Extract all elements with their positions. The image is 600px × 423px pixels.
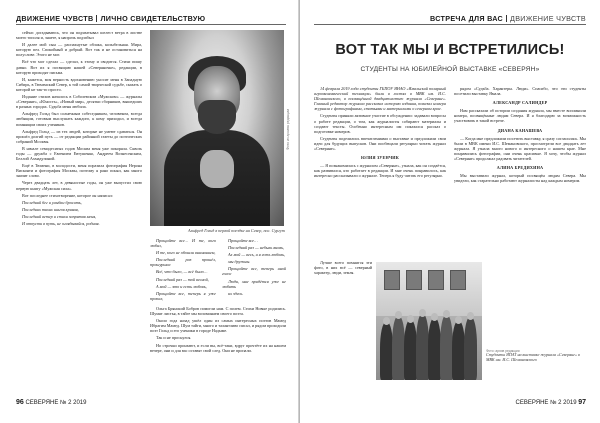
right-section-part2: ДВИЖЕНИЕ ЧУВСТВ: [510, 14, 586, 23]
right-issue-label: СЕВЕРЯНЕ № 2 2019: [515, 400, 577, 406]
left-issue-label: СЕВЕРЯНЕ № 2 2019: [25, 400, 87, 406]
left-poem-column-2: [150, 238, 216, 302]
face: [431, 313, 438, 321]
poem-line: Последний ветер и стихи запрятав меня,: [22, 213, 97, 219]
right-header-rule: [314, 24, 586, 25]
right-page-number: 97: [578, 399, 586, 406]
paragraph: Альфред Гольд — из тех людей, которые не умеют сдаваться. Он прошёл долгий путь — от редакции районной газеты до поэтических собраний Москвы.: [16, 128, 142, 144]
poem-line: А мой — это и есть любовь,: [156, 283, 207, 289]
right-section-part1: ВСТРЕЧА ДЛЯ ВАС: [430, 14, 504, 23]
paragraph: Студенты приняли активное участие в обсуждении: задавали вопросы о работе редакции, о том, как журналисты собирают материалы и создают тексты. Особенно интересным им показался рассказ о подготовке номеров.: [314, 113, 446, 134]
lead-paragraph: 14 февраля 2019 года студенты ГБПОУ ЯНАО «Ямальский полярный агроэкономический техникум» были в гостях в МВК им. И.С. Шемановского, в посвящённой двадцатилетию журнала «Северяне». Главный редактор журнала рассказал историю издания, показал номера журнала с фотографиями, статьями и материалами о северном крае.: [314, 86, 446, 112]
paragraph: Но строчки пронзают, и если вы, всё-таки, вдруг прочтёте их на нашем вечере, они и для вас оставят свой след. Они не пропали.: [150, 342, 286, 353]
paragraph: — Я познакомилась с журналом «Северяне», узнала, как он создаётся, как развивался, кто работает в редакции. И мне очень понравилось, как интересно рассказывали о журнале. Теперь я буду читать его регулярно.: [314, 163, 446, 179]
section-divider: [506, 15, 507, 22]
interview-heading: ЮЛИЯ ЗУЕНЧИК: [361, 155, 399, 161]
paragraph: Издание стихов началось в Соболевском «Мужском» — журналы «Северяне», «Юность», «Новый мир», десятки сборников, вышедших в разных городах. Судьба меня любила.: [16, 94, 142, 110]
paragraph: Лучше всего помнятся эти фото, в них всё — северный характер, люди, земля.: [314, 260, 372, 276]
poem-line: Последний бег и улыбки бросить,: [22, 199, 82, 205]
group-photo-caption: Студенты ЯПАТ на выставке журнала «Северяне» в МВК им. И.С. Шемановского: [486, 352, 580, 362]
right-article-column-2: [454, 86, 586, 286]
poem-line: Последних тихих шагов кривая,: [22, 206, 79, 212]
left-page-number: 96: [16, 399, 24, 406]
poem-line: Прощайте все… И те, кого любил,: [150, 238, 216, 249]
right-photo-credit: Фото: архив редакции: [486, 349, 520, 353]
person: [464, 317, 477, 380]
interview-heading: АЛЕКСАНДР САЛИНДЕР: [492, 100, 548, 106]
paragraph: Студенты поделились впечатлениями о выставке и предложили свои идеи для будущих выпусков. Они пообещали регулярно читать журнал «Северяне».: [314, 135, 446, 152]
face: [407, 315, 414, 323]
left-poem-column-3: [222, 238, 286, 302]
paragraph: Вот последнее стихотворение, которое он написал:: [22, 192, 114, 198]
poem-line: И те, кого не обошли вниманием,: [156, 250, 216, 256]
wall-frame: [428, 270, 444, 290]
paragraph: И, кажется, моя верность вдохновению уносит меня в Западную Сибирь, в Тюменский Север, к той самой творческой судьбе, сказать о которой не так-то просто.: [16, 76, 142, 92]
interview-heading: ДИАНА КАНАШЕВА: [497, 127, 543, 133]
paragraph: Через двадцать лет, в девяностые годы, он уже выпустил свою первую книгу «Мужская сила».: [16, 180, 142, 191]
face: [467, 312, 474, 320]
paragraph: Всё что мог сделал — сделал, к этому и сводится. Стихи пишу давно. Вот их я посвящаю нашей «Северяночке», редакции, в которую приходят письма.: [16, 59, 142, 75]
left-section-header: [16, 14, 205, 23]
paragraph: Мы выставили журнал, который посвящён людям Севера. Мы увидели, как старательно работают журналисты над каждым номером.: [454, 173, 586, 184]
face: [395, 311, 402, 319]
left-footer: [16, 399, 86, 406]
left-photo-credit: Фото из архива редакции: [286, 108, 290, 150]
poem-line: мы дружны.: [228, 259, 251, 265]
paragraph: Альфред Гольд был солнечным собеседником, человеком, всегда любящим, готовым выслушать каждого, к кому приходил, и всегда помнящим своих учеников.: [16, 111, 142, 127]
paragraph: сейчас догадываюсь, что он подхватывал шелест ветра в листве моего тополя и, знаете, я напрочь подзабыл: [16, 30, 142, 41]
poem-line: Прощайте все, теперь я уже пропал,: [150, 290, 216, 301]
poem-line: Последний раз — той весной,: [156, 276, 209, 282]
left-section-part1: ДВИЖЕНИЕ ЧУВСТВ: [16, 14, 94, 23]
poem-line: их здесь.: [228, 290, 244, 296]
interview-heading: АЛИНА БРЕДИХИНА: [496, 165, 544, 171]
paragraph: Так и не проснулся.: [156, 335, 192, 341]
poem-line: И отпусти в путь, не оглядывайся, родная.: [22, 221, 100, 226]
left-section-part2: ЛИЧНО СВИДЕТЕЛЬСТВУЮ: [100, 14, 206, 23]
poem-line: Последний раз прошёл, прошуршал: [150, 257, 216, 268]
poem-line: Ах мой — весь, и я есть любовь,: [228, 252, 286, 258]
right-article-column-1b: [314, 260, 372, 390]
face: [383, 317, 390, 325]
face: [443, 310, 450, 318]
paragraph: Нам рассказали об истории создания журнала, мы вместе вспомнили номера, посвящённые людям Севера. И я благодарю за возможность участвовать в такой встрече.: [454, 108, 586, 124]
right-article-column-1: [314, 86, 446, 254]
right-section-header: [430, 14, 586, 23]
paragraph: Ольга Брянский Бобров помогли нам. С полем. Стихи Новые родились. Шумят листья, в тайге мы вспоминаем своего поэта.: [150, 306, 286, 317]
right-footer: [516, 399, 586, 406]
paragraph: Ещё в Тюмени, в молодости, меня поразила фотография Нерона Висконти и фотография Москвы, поэтому я рано понял, как много значит слово.: [16, 163, 142, 179]
left-article-column-bottom: [150, 306, 286, 388]
poem-line: Люди, мне придётся уже не любить: [222, 278, 286, 289]
right-page: [300, 0, 600, 423]
poem-line: Прощайте все…: [228, 238, 258, 243]
section-divider: [96, 15, 97, 22]
article-headline: ВОТ ТАК МЫ И ВСТРЕТИЛИСЬ!: [335, 42, 565, 58]
article-subhead: СТУДЕНТЫ НА ЮБИЛЕЙНОЙ ВЫСТАВКЕ «СЕВЕРЯН»: [360, 66, 540, 73]
portrait-beard: [198, 100, 236, 134]
paragraph: В начале семидесятых годов Москва меня уже покоряла. Сквозь годы — дружба с Евгением Евтушенко, Андреем Вознесенским, Беллой Ахмадулиной.: [16, 145, 142, 162]
portrait-photo: [150, 30, 284, 226]
face: [419, 309, 426, 317]
wall-frame: [406, 270, 422, 290]
poem-line: Последний раз — небыль вновь,: [228, 245, 285, 251]
paragraph: Около года назад ушёл один из самых интересных поэтов Мамед Ибрагим Мамед. Шум тайги, много и талантливо писал, и рядом проходили поэт Гольд и его ученики в городе Надыме.: [150, 318, 286, 334]
paragraph: — Когда мне предложили посетить выставку, я сразу согласилась. Мы были в МВК имени И.С. Шемановского, просмотрели все двадцать лет журнала. Я узнала много нового и интересного о нашем крае. Мне понравились фотографии, они очень красивые. Я хочу, чтобы журнал «Северяне» продолжал радовать читателей.: [454, 135, 586, 162]
left-article-column-1: [16, 30, 142, 386]
face: [455, 316, 462, 324]
poem-line: Всё, что было, — всё было…: [156, 269, 208, 275]
left-header-rule: [16, 24, 286, 25]
poem-line: Прощайте все, теперь иной голос: [222, 266, 286, 277]
paragraph: И далее мой сын — распахнутые облака, колыбельная. Мира, которую пел. Спокойный и добрый. Вот так и не остановиться на полуслове. Этого не мог.: [16, 42, 142, 58]
portrait-caption: Альфред Гольд в первой поездке на Север, пос. Сургут: [188, 228, 285, 233]
wall-frame: [384, 270, 400, 290]
paragraph: рядом «Судьба. Характеры. Люди». Спасибо, что эти студенты посетили выставку Ямала.: [454, 86, 586, 97]
portrait-hand: [200, 150, 234, 188]
